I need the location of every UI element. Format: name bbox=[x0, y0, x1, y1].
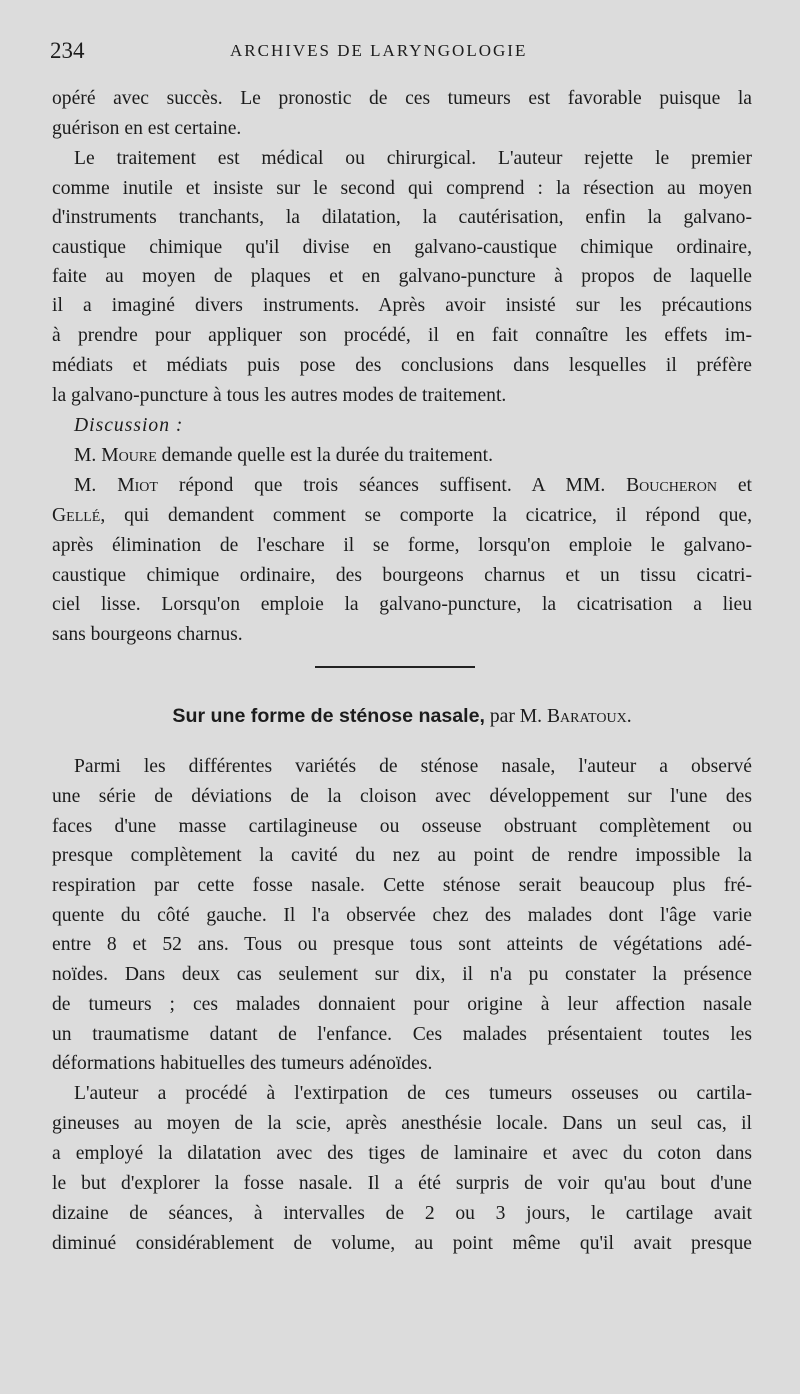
text-line: a employé la dilatation avec des tiges de laminaire et avec du coton dans bbox=[52, 1143, 752, 1164]
text-line: déformations habituelles des tumeurs adénoïdes. bbox=[52, 1053, 433, 1074]
text-line: faces d'une masse cartilagineuse ou osseuse obstruant complètement ou bbox=[52, 816, 752, 837]
text-line: après élimination de l'eschare il se forme, lorsqu'on emploie le galvano- bbox=[52, 535, 752, 556]
text-line: de tumeurs ; ces malades donnaient pour origine à leur affection nasale bbox=[52, 994, 752, 1015]
text-line: dizaine de séances, à intervalles de 2 ou 3 jours, le cartilage avait bbox=[52, 1203, 752, 1224]
text-line: médiats et médiats puis pose des conclusions dans lesquelles il préfère bbox=[52, 355, 752, 376]
page-number: 234 bbox=[50, 38, 85, 63]
text-line: Parmi les différentes variétés de sténose nasale, l'auteur a observé bbox=[74, 756, 752, 777]
speaker-name: Miot bbox=[117, 475, 158, 496]
text-line: opéré avec succès. Le pronostic de ces tumeurs est favorable puisque la bbox=[52, 88, 752, 109]
text-line: faite au moyen de plaques et en galvano-puncture à propos de laquelle bbox=[52, 266, 752, 287]
section-divider bbox=[315, 666, 475, 668]
text-line: un traumatisme datant de l'enfance. Ces malades présentaient toutes les bbox=[52, 1024, 752, 1045]
text-line: noïdes. Dans deux cas seulement sur dix, il n'a pu constater la présence bbox=[52, 964, 752, 985]
text-line: comme inutile et insiste sur le second qui comprend : la résection au moyen bbox=[52, 178, 752, 199]
text-line: à prendre pour appliquer son procédé, il en fait connaître les effets im- bbox=[52, 325, 752, 346]
page-header bbox=[50, 38, 750, 68]
text-line: d'instruments tranchants, la dilatation, la cautérisation, enfin la galvano- bbox=[52, 207, 752, 228]
text-line: guérison en est certaine. bbox=[52, 118, 242, 139]
text-line: caustique chimique qu'il divise en galvano-caustique chimique ordinaire, bbox=[52, 237, 752, 258]
text-line: presque complètement la cavité du nez au point de rendre impossible la bbox=[52, 845, 752, 866]
text-line: sans bourgeons charnus. bbox=[52, 624, 243, 645]
text-line: caustique chimique ordinaire, des bourgeons charnus et un tissu cicatri- bbox=[52, 565, 752, 586]
text-line: Gellé, qui demandent comment se comporte la cicatrice, il répond que, bbox=[52, 505, 752, 526]
text-line: entre 8 et 52 ans. Tous ou presque tous sont atteints de végétations adé- bbox=[52, 934, 752, 955]
speaker-name: Moure bbox=[101, 445, 157, 466]
section-title: Sur une forme de sténose nasale, par M. Baratoux. bbox=[172, 705, 632, 727]
text-line: M. Moure demande quelle est la durée du traitement. bbox=[74, 445, 494, 466]
text-line: Le traitement est médical ou chirurgical. L'auteur rejette le premier bbox=[74, 148, 752, 169]
text-line: gineuses au moyen de la scie, après anesthésie locale. Dans un seul cas, il bbox=[52, 1113, 752, 1134]
text-line: respiration par cette fosse nasale. Cette sténose serait beaucoup plus fré- bbox=[52, 875, 752, 896]
text-line: L'auteur a procédé à l'extirpation de ces tumeurs osseuses ou cartila- bbox=[74, 1083, 752, 1104]
text-line: M. Miot répond que trois séances suffisent. A MM. Boucheron et bbox=[74, 475, 752, 496]
text-line: la galvano-puncture à tous les autres modes de traitement. bbox=[52, 385, 507, 406]
discussion-heading: Discussion : bbox=[74, 415, 184, 436]
author-name: Baratoux bbox=[546, 706, 627, 727]
text-line: une série de déviations de la cloison avec développement sur l'une des bbox=[52, 786, 752, 807]
running-title: ARCHIVES DE LARYNGOLOGIE bbox=[230, 41, 528, 60]
text-line: diminué considérablement de volume, au point même qu'il avait presque bbox=[52, 1233, 752, 1254]
text-line: ciel lisse. Lorsqu'on emploie la galvano-puncture, la cicatrisation a lieu bbox=[52, 594, 752, 615]
text-line: le but d'explorer la fosse nasale. Il a été surpris de voir qu'au bout d'une bbox=[52, 1173, 752, 1194]
text-line: quente du côté gauche. Il l'a observée chez des malades dont l'âge varie bbox=[52, 905, 752, 926]
text-line: il a imaginé divers instruments. Après avoir insisté sur les précautions bbox=[52, 295, 752, 316]
speaker-name: Gellé bbox=[52, 505, 101, 526]
speaker-name: Boucheron bbox=[626, 475, 717, 496]
